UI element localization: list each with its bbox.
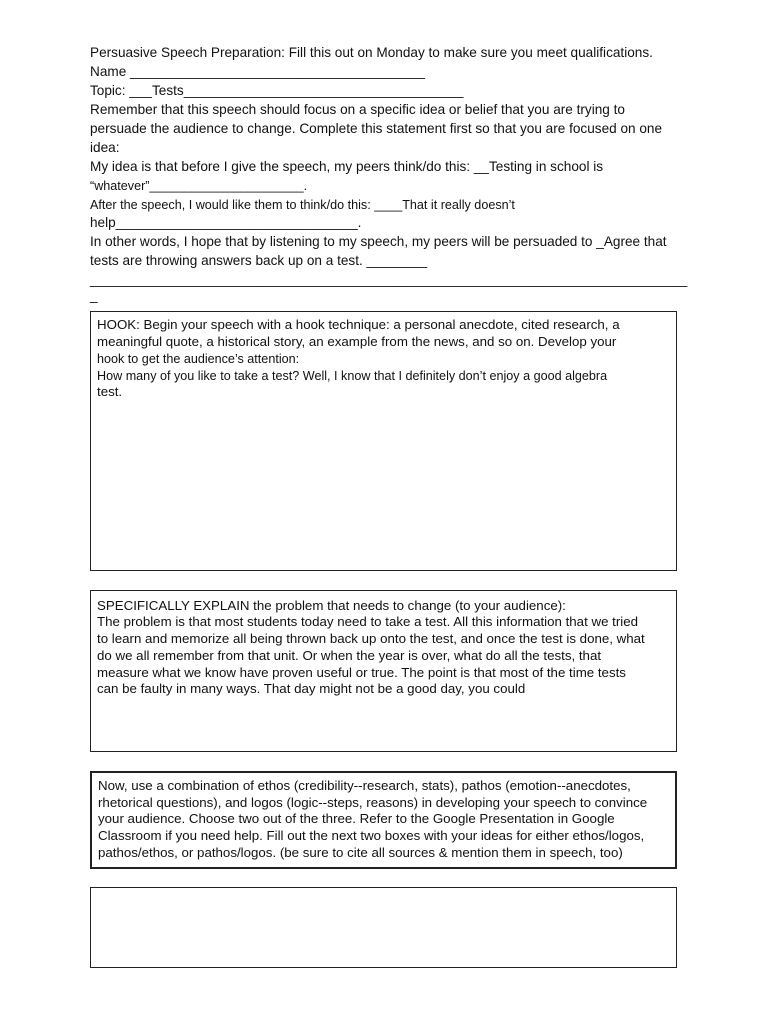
appeals-instruction-line-4: Classroom if you need help. Fill out the next two boxes with your ideas for either ethos/logos, (98, 828, 645, 843)
hook-prompt-line-1: HOOK: Begin your speech with a hook technique: a personal anecdote, cited research, a (97, 317, 620, 332)
after-statement-line-2: help________________________________. (90, 215, 362, 230)
appeals-instruction-line-3: your audience. Choose two out of the three. Refer to the Google Presentation in Google (98, 811, 615, 826)
appeals-instruction-line-5: pathos/ethos, or pathos/logos. (be sure to cite all sources & mention them in speech, too) (98, 845, 623, 860)
empty-answer-box (90, 887, 677, 968)
hook-answer-line-1: How many of you like to take a test? Well, I know that I definitely don’t enjoy a good algebra (97, 369, 608, 383)
explain-problem-box (90, 590, 677, 752)
other-words-line-1: In other words, I hope that by listening to my speech, my peers will be persuaded to _Agree that (90, 234, 667, 249)
explain-answer-line-2: to learn and memorize all being thrown back up onto the test, and once the test is done, what (97, 631, 645, 646)
name-field: Name _______________________________________ (90, 64, 425, 79)
explain-answer-line-4: measure what we know have proven useful or true. The point is that most of the time tests (97, 665, 626, 680)
explain-answer-line-3: do we all remember from that unit. Or when the year is over, what do all the tests, that (97, 648, 602, 663)
hook-box (90, 311, 677, 571)
ethos-pathos-logos-box (90, 771, 677, 869)
hook-prompt-line-2: meaningful quote, a historical story, an example from the news, and so on. Develop your (97, 334, 617, 349)
answer-underline-1: _______________________________________________________________________________ (90, 272, 688, 287)
other-words-line-2: tests are throwing answers back up on a test. ________ (90, 253, 428, 268)
answer-underline-2: _ (90, 288, 98, 303)
before-statement-line-2: “whatever”______________________. (90, 179, 308, 193)
topic-field: Topic: ___Tests_____________________________________ (90, 83, 464, 98)
instruction-line-1: Remember that this speech should focus on a specific idea or belief that you are trying to (90, 102, 625, 117)
instruction-line-2: persuade the audience to change. Complete this statement first so that you are focused on one (90, 121, 663, 136)
explain-answer-line-5: can be faulty in many ways. That day might not be a good day, you could (97, 681, 526, 696)
instruction-line-3: idea: (90, 140, 120, 155)
hook-answer-line-2: test. (97, 384, 123, 399)
hook-prompt-line-3: hook to get the audience’s attention: (97, 352, 300, 366)
explain-answer-line-1: The problem is that most students today need to take a test. All this information that we tried (97, 614, 639, 629)
worksheet-title: Persuasive Speech Preparation: Fill this out on Monday to make sure you meet qualifications. (90, 45, 653, 60)
before-statement-line-1: My idea is that before I give the speech, my peers think/do this: __Testing in school is (90, 159, 604, 174)
after-statement-line-1: After the speech, I would like them to think/do this: ____That it really doesn’t (90, 198, 515, 212)
appeals-instruction-line-1: Now, use a combination of ethos (credibility--research, stats), pathos (emotion--anecdotes, (98, 778, 631, 793)
explain-prompt: SPECIFICALLY EXPLAIN the problem that needs to change (to your audience): (97, 598, 566, 613)
appeals-instruction-line-2: rhetorical questions), and logos (logic--steps, reasons) in developing your speech to convince (98, 795, 648, 810)
